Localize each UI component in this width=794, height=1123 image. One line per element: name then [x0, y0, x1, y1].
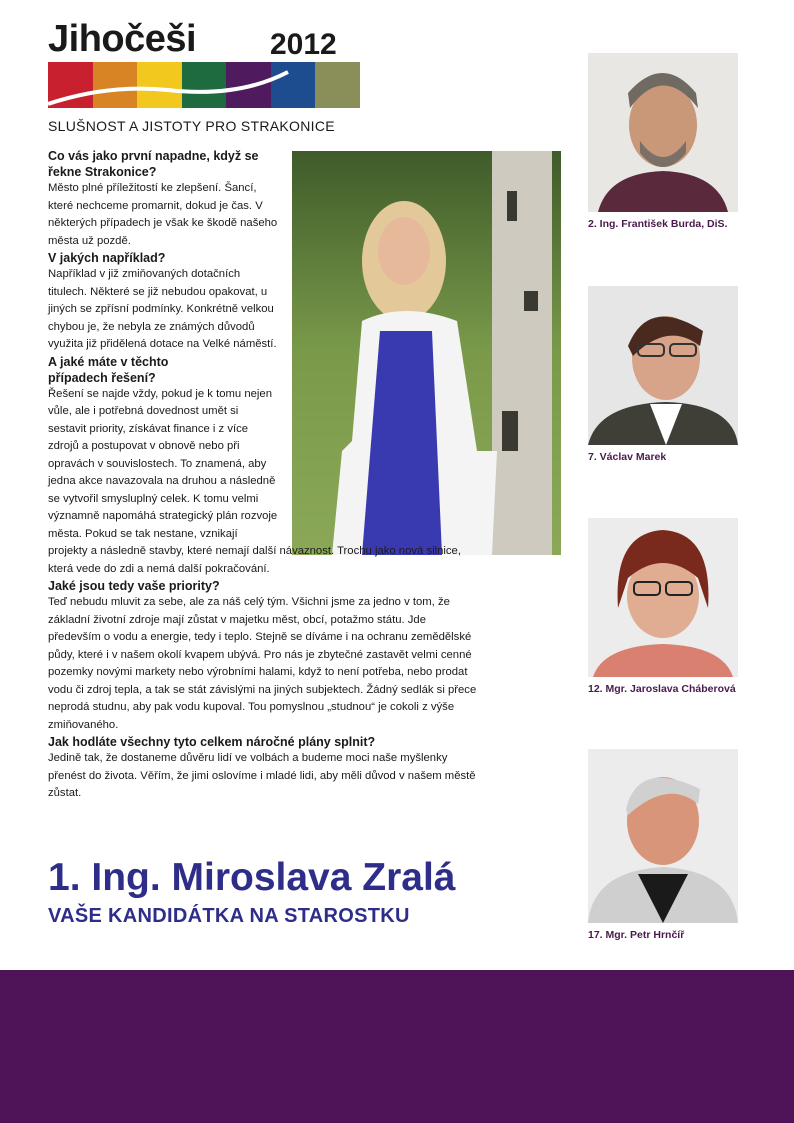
answer-4: Teď nebudu mluvit za sebe, ale za náš celý tým. Všichni jsme za jedno v tom, že základní životní zdroje mají zůstat v majetku měst, obcí, potažmo státu. Jde především o vodu a energie, tedy i teplo. Stejně se díváme i na ochranu zemědělské půdy, které i v našem okolí kvapem ubývá. Pro nás je zbytečné zastavět velmi cenné pozemky novými markety nebo výrobními halami, když to není potřeba, nebo prodat vodu či zdroj tepla, a tak se stát závislými na jiných subjektech. Žádný sedlák si přece neprodá studnu, aby pak vodu kupoval. Tou pomyslnou „studnou“ je cokoli z výše zmiňovaného.	[48, 596, 477, 731]
candidate-photo	[588, 518, 738, 677]
candidate-photo	[588, 749, 738, 923]
question-1: Co vás jako první napadne, když se řekne Strakonice?	[48, 149, 259, 179]
answer-3-part-2: projekty a následně stavby, které nemají další návaznost. Trochu jako nová silnice, která vede do zdi a nemá další pokračování.	[48, 545, 461, 575]
candidate-card	[588, 286, 738, 463]
candidate-caption: 12. Mgr. Jaroslava Cháberová	[588, 683, 736, 695]
logo-name: Jihočeši	[48, 18, 197, 60]
question-5: Jak hodláte všechny tyto celkem náročné plány splnit?	[48, 735, 376, 749]
candidate-caption: 2. Ing. František Burda, DiS.	[588, 218, 728, 230]
candidate-photo	[588, 53, 738, 212]
answer-1: Město plné příležitostí ke zlepšení. Šancí, které nechceme promarnit, dokud je čas. V některých případech je však ke škodě našeho města už pozdě.	[48, 182, 278, 247]
question-3: A jaké máte v těchto případech řešení?	[48, 354, 169, 385]
logo-year: 2012	[270, 28, 337, 61]
candidate-caption: 17. Mgr. Petr Hrnčíř	[588, 929, 685, 941]
candidate-caption: 7. Václav Marek	[588, 451, 667, 463]
candidate-name-headline: 1. Ing. Miroslava Zralá	[48, 856, 456, 899]
slogan: SLUŠNOST A JISTOTY PRO STRAKONICE	[48, 118, 335, 134]
interview-article	[48, 148, 478, 803]
candidate-card	[588, 518, 738, 695]
logo-swoosh	[48, 62, 360, 108]
answer-2: Například v již zmiňovaných dotačních titulech. Některé se již nebudou opakovat, u jiných se zpřísní podmínky. Konkrétně velkou chybou je, že nebyla ze známých důvodů využita již přidělená dotace na Velké náměstí.	[48, 268, 277, 350]
question-2: V jakých například?	[48, 251, 166, 265]
candidate-card	[588, 749, 738, 941]
candidate-photo	[588, 286, 738, 445]
answer-3-part-1: Řešení se najde vždy, pokud je k tomu nejen vůle, ale i potřebná dovednost umět si sestavit priority, získávat finance i z více zdrojů a postupovat v obnově nebo při opravách v souvislostech. To znamená, aby jedna akce navazovala na druhou a následně se vytvořil smysluplný celek. K tomu velmi významně napomáhá strategický plán rozvoje města. Pokud se tak nestane, vznikají	[48, 387, 278, 540]
candidate-card	[588, 53, 738, 230]
question-4: Jaké jsou tedy vaše priority?	[48, 579, 220, 593]
footer-band	[0, 970, 794, 1123]
candidate-role: VAŠE KANDIDÁTKA NA STAROSTKU	[48, 905, 410, 927]
answer-5: Jedině tak, že dostaneme důvěru lidí ve volbách a budeme moci naše myšlenky přenést do života. Věřím, že jimi oslovíme i mladé lidi, aby měli důvod v našem městě zůstat.	[48, 752, 476, 799]
